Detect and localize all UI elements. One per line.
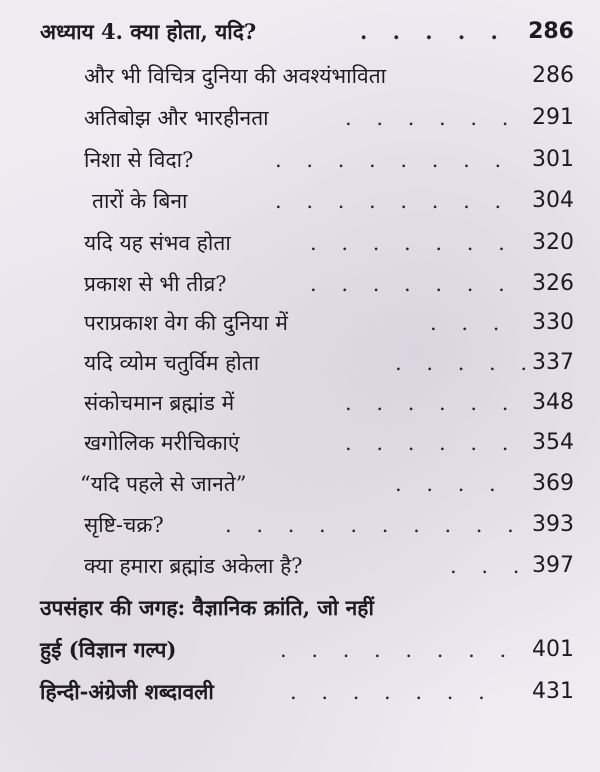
- toc-entry-title: और भी विचित्र दुनिया की अवश्यंभाविता: [84, 64, 387, 88]
- toc-leader-dots: . . . . .: [395, 351, 537, 375]
- toc-page-number: 348: [532, 390, 574, 415]
- toc-entry-title: “यदि पहले से जानते”: [80, 472, 247, 496]
- toc-entry-title: पराप्रकाश वेग की दुनिया में: [84, 311, 288, 335]
- toc-entry: [0, 505, 600, 545]
- toc-leader-dots: . . . . . . . .: [280, 638, 516, 662]
- toc-leader-dots: . . . . . . . .: [275, 189, 511, 213]
- toc-page-number: 337: [532, 350, 574, 375]
- toc-page-number: 397: [532, 553, 574, 578]
- toc-entry-title: क्या हमारा ब्रह्मांड अकेला है?: [84, 554, 303, 578]
- toc-page-number: 304: [532, 188, 574, 213]
- toc-page-number: 393: [532, 512, 574, 537]
- toc-page-number: 320: [532, 230, 574, 255]
- toc-entry-title: यदि यह संभव होता: [84, 231, 231, 255]
- toc-entry: [0, 98, 600, 138]
- toc-page-number: 286: [532, 63, 574, 88]
- toc-entry-epilogue: [0, 588, 600, 628]
- toc-leader-dots: . . .: [430, 311, 509, 335]
- toc-page-number: 401: [532, 637, 574, 662]
- toc-entry-title: खगोलिक मरीचिकाएं: [84, 431, 240, 455]
- toc-entry: [0, 264, 600, 304]
- toc-leader-dots: . . . . . . .: [310, 231, 514, 255]
- toc-entry: [0, 223, 600, 263]
- toc-page-number: 330: [532, 310, 574, 335]
- toc-entry: [0, 181, 600, 221]
- toc-leader-dots: . . . .: [395, 472, 505, 496]
- toc-entry: [0, 140, 600, 180]
- toc-entry: [0, 343, 600, 383]
- toc-entry: [0, 56, 600, 96]
- toc-leader-dots: . . . . . . . . . .: [225, 513, 523, 537]
- toc-leader-dots: . . . . . . . .: [275, 148, 511, 172]
- toc-entry-chapter-4: [0, 12, 600, 52]
- toc-entry-title: तारों के बिना: [92, 189, 188, 213]
- toc-entry-glossary: [0, 672, 600, 712]
- toc-entry-title: उपसंहार की जगह: वैज्ञानिक क्रांति, जो नहीं: [40, 595, 374, 620]
- toc-entry: [0, 383, 600, 423]
- toc-page-number: 326: [532, 271, 574, 296]
- toc-entry-title: अध्याय 4. क्या होता, यदि?: [40, 19, 257, 44]
- toc-entry-title: हुई (विज्ञान गल्प): [40, 637, 177, 662]
- toc-entry: [0, 464, 600, 504]
- toc-page-number: 301: [532, 147, 574, 172]
- toc-entry: [0, 423, 600, 463]
- toc-entry-title: सृष्टि-चक्र?: [84, 513, 164, 537]
- toc-entry-title: संकोचमान ब्रह्मांड में: [84, 391, 235, 415]
- toc-entry-title: हिन्दी-अंग्रेजी शब्दावली: [40, 679, 214, 704]
- toc-entry-title: निशा से विदा?: [84, 148, 194, 172]
- toc-leader-dots: . . . . . . .: [290, 680, 494, 704]
- toc-entry-title: यदि व्योम चतुर्विम होता: [84, 351, 260, 375]
- toc-entry: [0, 303, 600, 343]
- toc-leader-dots: . . . . . .: [345, 431, 518, 455]
- toc-leader-dots: . . . . . . .: [310, 272, 514, 296]
- toc-leader-dots: . . .: [450, 554, 529, 578]
- toc-page-number: 369: [532, 471, 574, 496]
- toc-entry: [0, 546, 600, 586]
- toc-leader-dots: . . . . . .: [345, 391, 518, 415]
- toc-entry-title: प्रकाश से भी तीव्र?: [84, 272, 227, 296]
- toc-leader-dots: . . . . .: [360, 19, 507, 44]
- toc-page-number: 354: [532, 430, 574, 455]
- toc-page-number: 291: [532, 105, 574, 130]
- toc-entry-epilogue-cont: [0, 630, 600, 670]
- toc-leader-dots: . . . . . .: [345, 106, 518, 130]
- toc-page-number: 286: [528, 19, 574, 44]
- toc-page-number: 431: [532, 679, 574, 704]
- toc-entry-title: अतिबोझ और भारहीनता: [84, 106, 269, 130]
